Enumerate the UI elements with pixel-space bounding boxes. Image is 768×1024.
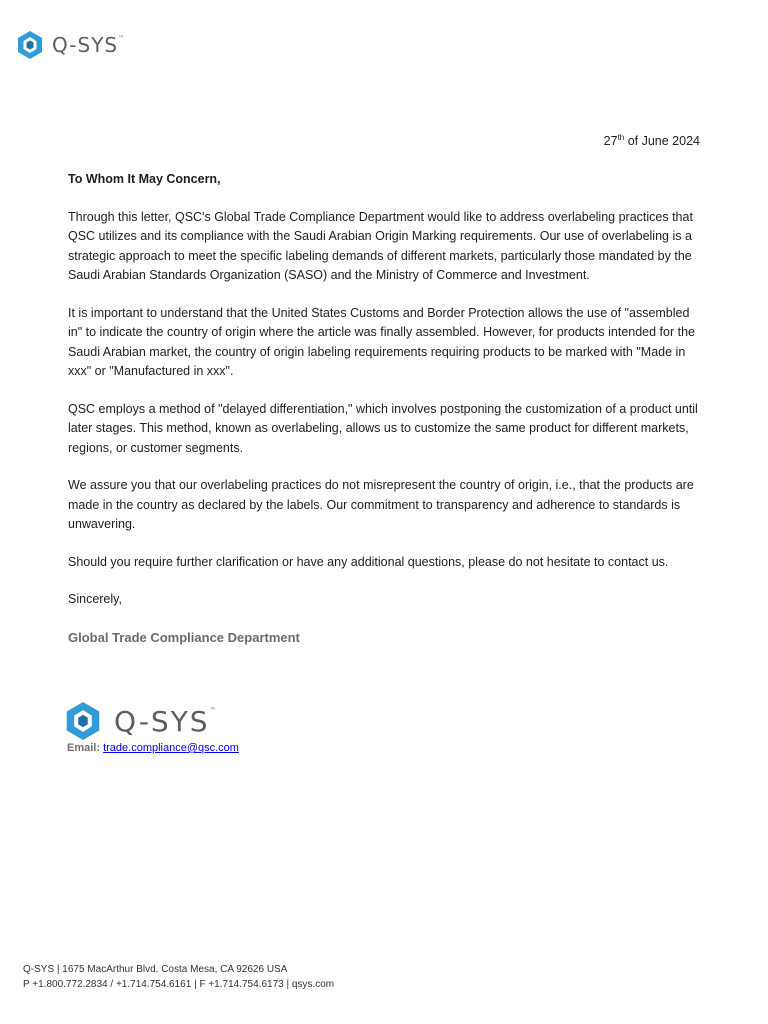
qsys-hexagon-icon [16, 30, 44, 60]
email-label: Email: [67, 742, 101, 754]
paragraph-3: QSC employs a method of "delayed differentiation," which involves postponing the customization of a product until later stages. This method, known as overlabeling, allows us to customize the same product for different markets, regions, or customer segments. [68, 401, 698, 455]
letter-body [68, 170, 702, 665]
header-logo [16, 30, 125, 60]
department-name: Global Trade Compliance Department [68, 629, 300, 645]
trademark-symbol: ™ [118, 35, 125, 42]
email-line [67, 742, 239, 754]
logo-wordmark [52, 33, 125, 57]
logo-text: Q-SYS [52, 33, 119, 57]
paragraph-1: Through this letter, QSC's Global Trade Compliance Department would like to address overlabeling practices that QSC utilizes and its compliance with the Saudi Arabian Origin Marking requirements. Our use of overlabeling is a strategic approach to meet the specific labeling demands of different markets, particularly those mandated by the Saudi Arabian Standards Organization (SASO) and the Ministry of Commerce and Investment. [68, 209, 693, 282]
logo-text: Q-SYS [114, 704, 210, 738]
date-suffix: th [617, 133, 625, 142]
closing: Sincerely, [68, 592, 122, 606]
footer-phone: P +1.800.772.2834 / +1.714.754.6161 | F +1.714.754.6173 | qsys.com [23, 979, 335, 990]
email-link[interactable]: trade.compliance@qsc.com [103, 742, 239, 754]
paragraph-2: It is important to understand that the United States Customs and Border Protection allows the use of "assembled in" to indicate the country of origin where the article was finally assembled. However, for products intended for the Saudi Arabian market, the country of origin labeling requirements requiring products to be marked with "Made in xxx" or "Manufactured in xxx". [68, 305, 695, 378]
logo-wordmark [114, 704, 216, 738]
date-rest: of June 2024 [624, 134, 700, 149]
qsys-hexagon-icon [64, 700, 102, 742]
letter-date [604, 133, 700, 148]
paragraph-5: Should you require further clarification or have any additional questions, please do not hesitate to contact us. [68, 554, 669, 569]
trademark-symbol: ™ [209, 706, 216, 714]
footer [23, 962, 334, 992]
salutation: To Whom It May Concern, [68, 172, 221, 186]
footer-address: Q-SYS | 1675 MacArthur Blvd. Costa Mesa, CA 92626 USA [23, 964, 288, 975]
paragraph-4: We assure you that our overlabeling practices do not misrepresent the country of origin, i.e., that the products are made in the country as declared by the labels. Our commitment to transparency and adherence to standards is unwavering. [68, 478, 694, 531]
date-day: 27 [603, 134, 618, 149]
signature-logo [64, 700, 216, 742]
